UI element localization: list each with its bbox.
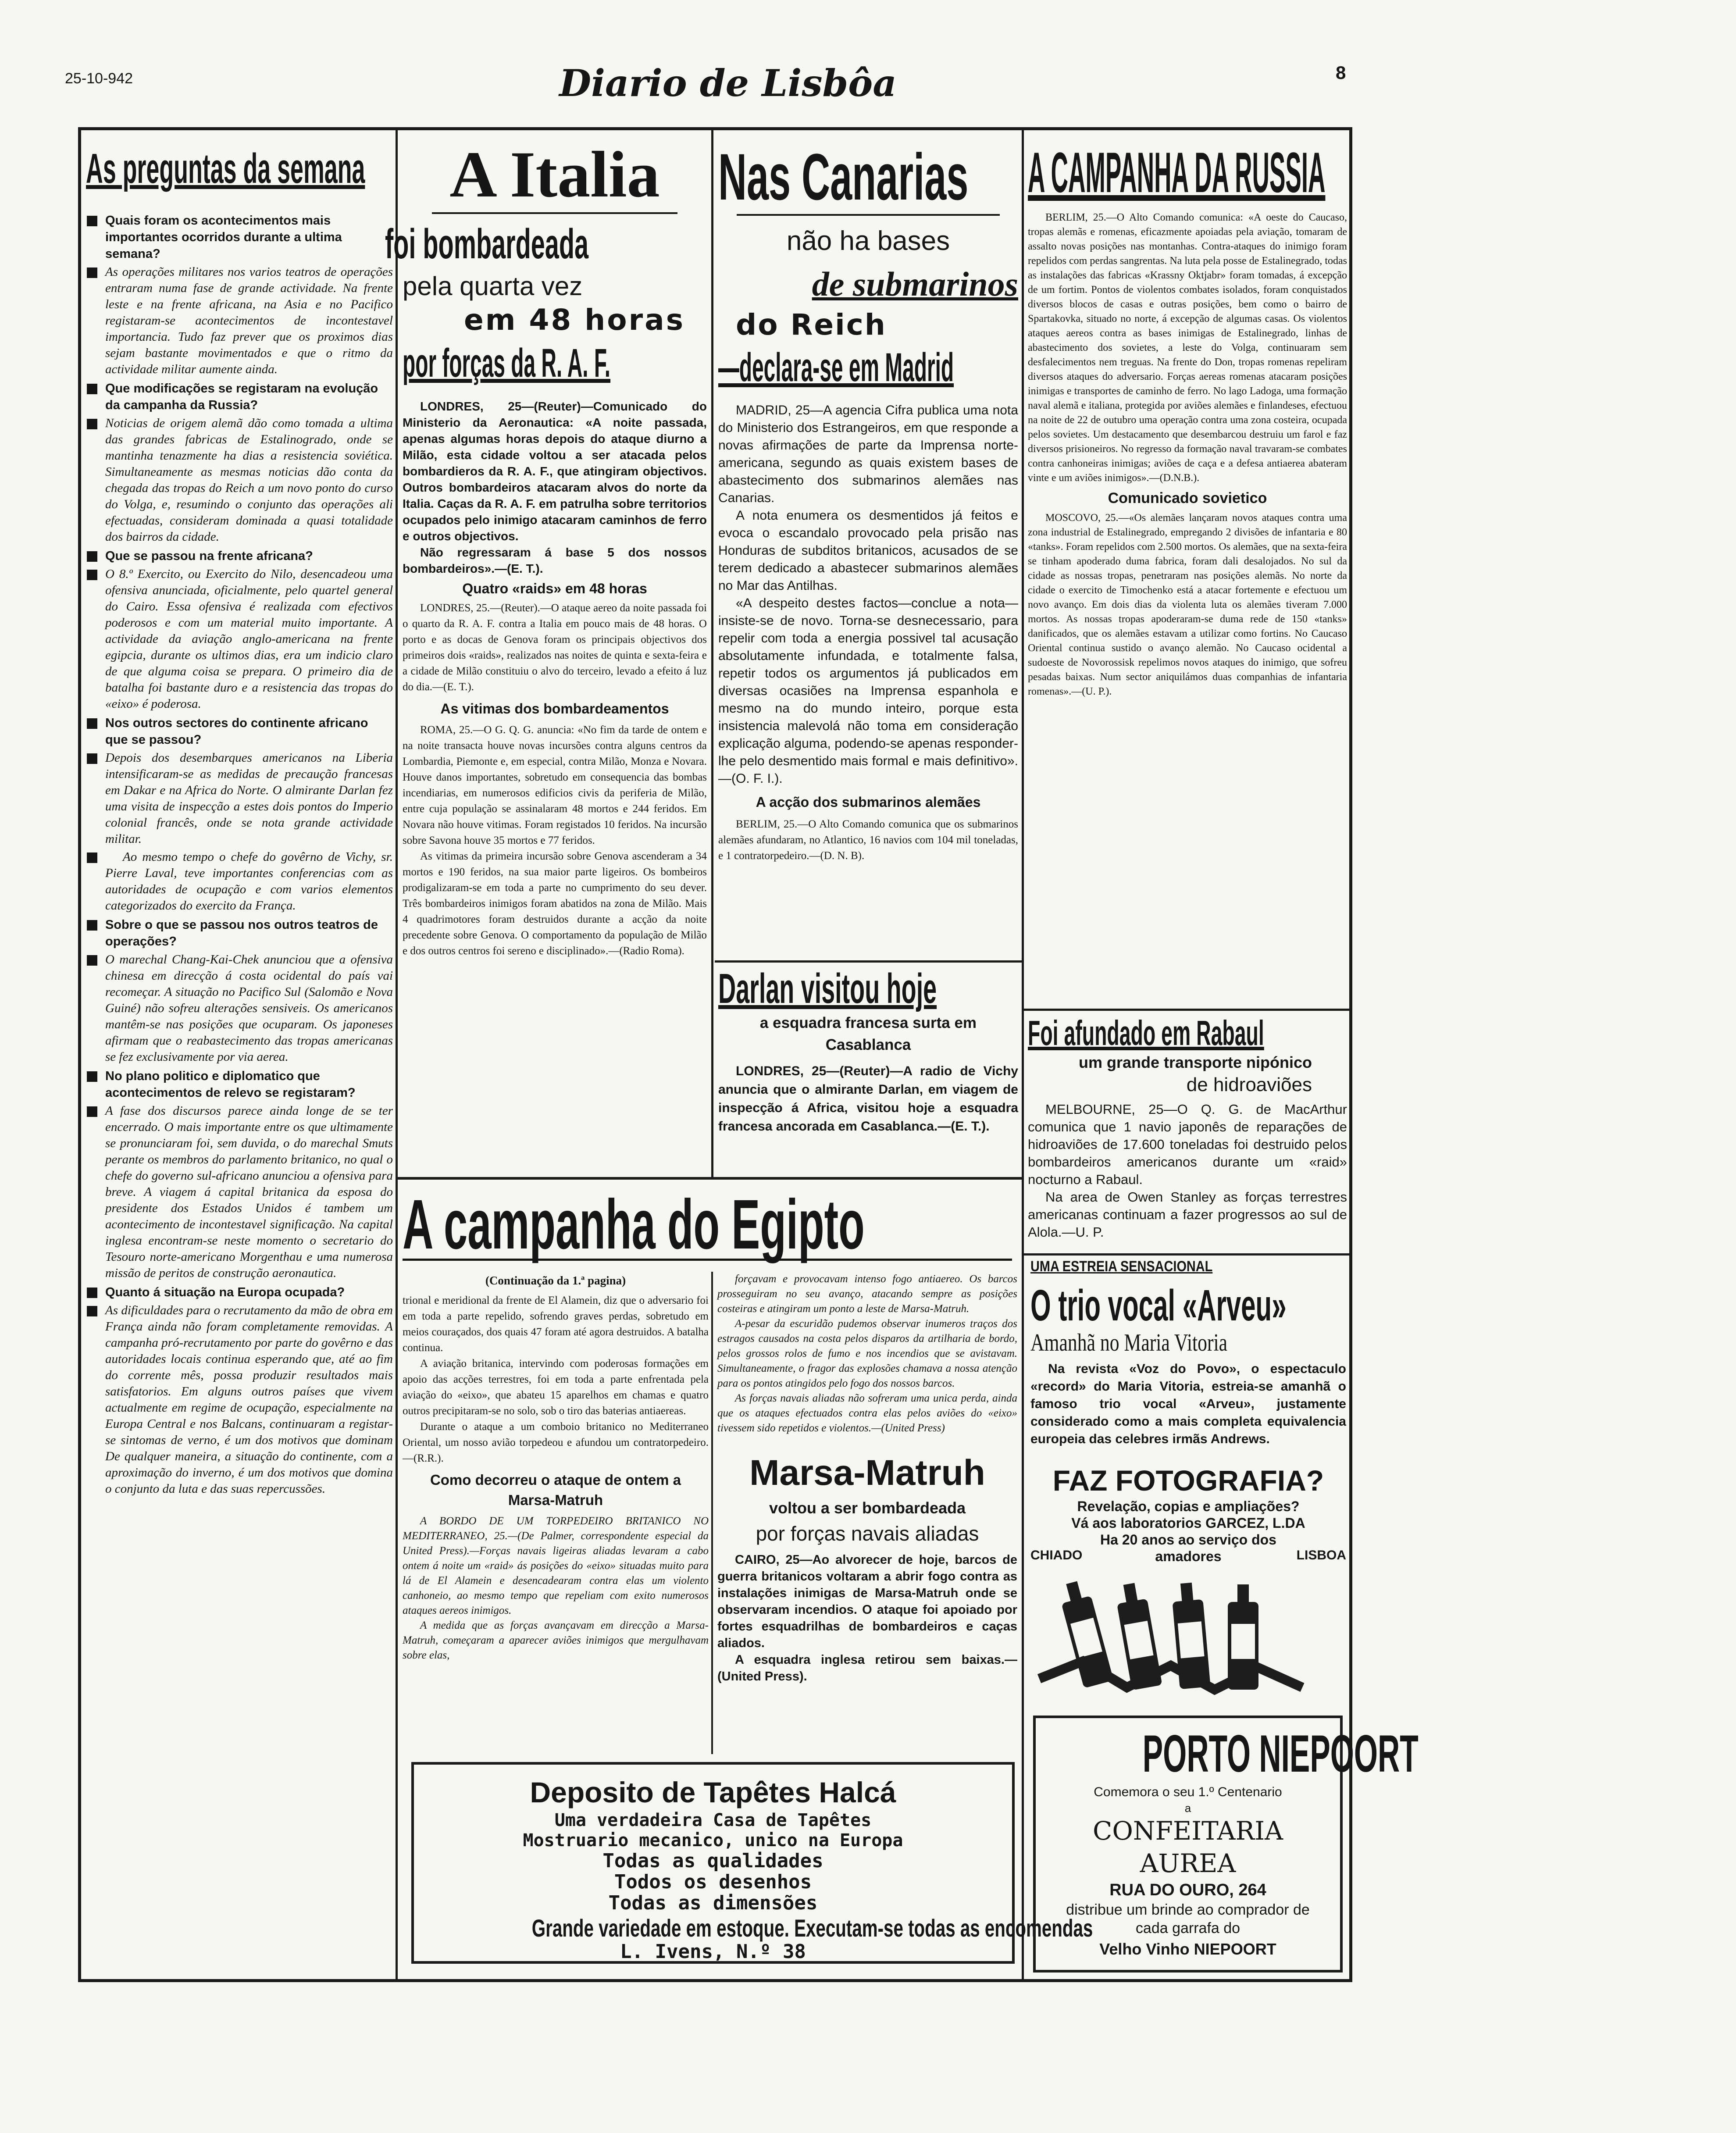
egipto-paragraph-2: A aviação britanica, intervindo com poderosas formações em apoio das acções terrestres, foi em toda a parte enfrentada pela aviação do «eixo», que abateu 15 aparelhos em chamas e quatro outros precipitaram-se no solo, sob o tiro das baterias antiaereas. bbox=[403, 1358, 709, 1417]
canarias-headline-3: de submarinos bbox=[812, 265, 1018, 303]
italia-lead-2: Não regressaram á base 5 dos nossos bombardeiros».—(E. T.). bbox=[403, 546, 707, 575]
answer: As dificuldades para o recrutamento da mão de obra em França ainda não foram completamente removidas. A campanha pró-recrutamento por parte do govêrno e das autoridades locais continua esperando que, até ao fim do corrente mês, possa produzir resultados mais satisfatorios. Em alguns outros países que vivem actualmente em regime de ocupação, especialmente na Europa Central e nos Balcans, continuaram a registar-se sintomas de verno, é um dos motivos que dominam De qualquer maneira, a situação do continente, com a aproximação do inverno, é um dos motivos que domina o conjunto da luta e das suas repercussões. bbox=[86, 1302, 393, 1497]
preguntas-list bbox=[86, 212, 393, 1497]
porto-line-4: RUA DO OURO, 264 bbox=[1109, 1881, 1266, 1899]
foto-line-3: Ha 20 anos ao serviço dos amadores bbox=[1100, 1532, 1276, 1564]
porto-line-3: CONFEITARIA AUREA bbox=[1092, 1816, 1283, 1878]
halca-address: L. Ivens, N.º 38 bbox=[620, 1940, 806, 1963]
italia-headline-4: em 48 horas bbox=[463, 303, 685, 337]
darlan-paragraph: LONDRES, 25—(Reuter)—A radio de Vichy anuncia que o almirante Darlan, em viagem de inspecção á Africa, visitou hoje a esquadra francesa ancorada em Casablanca.—(E. T.). bbox=[718, 1064, 1018, 1134]
italia-headline: A Italia bbox=[449, 138, 660, 211]
canarias-paragraph-4: BERLIM, 25.—O Alto Comando comunica que os submarinos alemães afundaram, no Atlantico, 16 navios com 104 mil toneladas, e 1 contratorpedeiro.—(D. N. B). bbox=[718, 818, 1018, 862]
masthead-date: 25-10-942 bbox=[65, 70, 133, 87]
russia-paragraph-2: MOSCOVO, 25.—«Os alemães lançaram novos ataques contra uma zona industrial de Estalinegrado, empregando 2 divisões de infantaria e 80 «tanks». Foram repelidos com 2.500 mortos. Os alemães, que na sexta-feira se tinham apoderado duma fabrica, foram dali desalojados. No sul da cidade as nossas tropas, penetraram nas posições alemãs. No norte da cidade o exercito de Timochenko está a atacar fortemente e efectuou um novo avanço. Em dois dias da violenta luta os alemães tiveram 7.000 mortos. As nossas tropas apoderaram-se duma rede de 150 «tanks» danificados, que os alemães estavam a utilizar como fortins. No Caucaso Oriental continua sustido o avanço alemão. No Caucaso ocidental a sudoeste de Novorossisk repelimos novos ataques do inimigo, que sofreu pesadas baixas. Num sector aniquilámos duas companhias de infantaria romenas».—(U. P.). bbox=[1028, 512, 1347, 697]
answer: A fase dos discursos parece ainda longe de se ter encerrado. O mais importante entre os que ultimamente se pronunciaram foi, sem duvida, o do marechal Smuts perante os membros do parlamento britanico, no qual o chefe do governo sul-africano anunciou a ofensiva para breve. A viagem á capital britanica da esposa do presidente dos Estados Unidos é tambem um acontecimento de incontestavel significação. Na capital inglesa encontram-se neste momento o secretario do Tesouro norte-americano Morgenthau e uma numerosa missão de peritos de construção aeronautica. bbox=[86, 1103, 393, 1281]
italia-paragraph-2: ROMA, 25.—O G. Q. G. anuncia: «No fim da tarde de ontem e na noite transacta houve novas incursões contra alguns centros da Lombardia, Piemonte e, em especial, contra Milão, Monza e Novara. Houve danos importantes, sobretudo em consequencia das bombas incendiarias, em numerosos edificios civis da periferia de Milão, entre cuja população se assinalaram 48 mortos e 244 feridos. Em Novara não houve vitimas. Foram registados 10 feridos. Na incursão sobre Savona houve 35 mortos e 77 feridos. bbox=[403, 724, 707, 846]
darlan-article bbox=[718, 965, 1018, 1136]
italia-paragraph-1: LONDRES, 25.—(Reuter).—O ataque aereo da noite passada foi o quarto da R. A. F. contra a Italia em pouco mais de 48 horas. O porto e as docas de Genova foram os principais objectivos dos primeiros dois «raids», realizados nas noites de quinta e sexta-feira e a cidade de Milão constituiu o alvo do terceiro, levado a efeito á luz do dia.—(E. T.). bbox=[403, 602, 707, 693]
column-rule bbox=[711, 130, 713, 1178]
egipto-article bbox=[403, 1184, 1016, 1261]
halca-ad bbox=[411, 1762, 1093, 1964]
answer: O marechal Chang-Kai-Chek anunciou que a ofensiva chinesa em direcção á costa ocidental do país vai recomeçar. A situação no Pacifico Sul (Salomão e Nova Guiné) não sofreu alterações sensiveis. Os americanos mantêm-se nas posições que ocuparam. Os japoneses afirmam que o reabastecimento das tropas americanas se fez exclusivamente por via aerea. bbox=[86, 952, 393, 1065]
rabaul-article bbox=[1028, 1013, 1347, 1241]
trio-subhead: Amanhã no Maria Vitoria bbox=[1030, 1329, 1228, 1356]
egipto-paragraph-7: A-pesar da escuridão pudemos observar inumeros traços dos estragos causados na costa pelos disparos da artilharia de bordo, pelos grossos rolos de fumo e nos incendios que se avistavam. Simultaneamente, o fragor das explosões chamava a nossa atenção para os pontos atingidos pelo fogo dos nossos barcos. bbox=[717, 1318, 1017, 1389]
egipto-paragraph-3: Durante o ataque a um comboio britanico no Mediterraneo Oriental, um nosso avião torpedeou e afundou um contratorpedeiro.—(R.R.). bbox=[403, 1421, 709, 1464]
column-rule bbox=[711, 1272, 713, 1754]
italia-lead: LONDRES, 25—(Reuter)—Comunicado do Ministerio da Aeronautica: «A noite passada, apenas algumas horas depois do ataque diurno a Milão, esta cidade voltou a ser atacada pelos bombardieros da R. A. F., que atingiram objectivos. Outros bombardeiros atacaram alvos do norte da Italia. Caças da R. A. F. em patrulha sobre territorios ocupados pelo inimigo atacaram caminhos de ferro e outros objectivos. bbox=[403, 399, 707, 543]
question: Quais foram os acontecimentos mais importantes ocorridos durante a ultima semana? bbox=[86, 212, 393, 262]
canarias-subhead: A acção dos submarinos alemães bbox=[756, 794, 981, 810]
egipto-paragraph-4: A BORDO DE UM TORPEDEIRO BRITANICO NO MEDITERRANEO, 25.—(De Palmer, correspondente especial da United Press).—Forças navais ligeiras aliadas levaram a cabo ontem á noite um «raid» ás posições do «eixo» situadas muito para lá de El Alamein e desencadearam contra elas um violento canhoneio, ao mesmo tempo que repeliam com exito numerosos ataques aereos inimigos. bbox=[403, 1515, 709, 1616]
trio-ad bbox=[1030, 1257, 1346, 1448]
rabaul-paragraph-1: MELBOURNE, 25—O Q. G. de MacArthur comunica que 1 navio japonês de reparações de hidroaviões de 17.600 toneladas foi destruido pelos bombardeiros americanos durante um «raid» nocturno a Rabaul. bbox=[1028, 1102, 1347, 1187]
egipto-paragraph-6: forçavam e provocavam intenso fogo antiaereo. Os barcos prosseguiram no seu avanço, atacando sempre as posições costeiras e atingiram um ponto a leste de Marsa-Matruh. bbox=[717, 1273, 1017, 1315]
darlan-subhead: a esquadra francesa surta em Casablanca bbox=[759, 1014, 977, 1053]
canarias-headline-5: —declara-se em Madrid bbox=[718, 345, 954, 390]
halca-line-6: Todas as dimensões bbox=[608, 1892, 818, 1914]
column-rule bbox=[396, 130, 398, 1980]
egipto-col-left bbox=[403, 1272, 709, 1663]
russia-article bbox=[1028, 139, 1347, 699]
section-rule bbox=[397, 1177, 1023, 1180]
foto-location-left: CHIADO bbox=[1030, 1548, 1083, 1562]
porto-headline: PORTO NIEPOORT bbox=[1142, 1724, 1419, 1783]
canarias-paragraph-1: MADRID, 25—A agencia Cifra publica uma nota do Ministerio dos Estrangeiros, em que responde a novas afirmações de parte da Imprensa norte-americana, segundo as quais existem bases de abastecimento dos submarinos alemães nas Canarias. bbox=[718, 403, 1018, 505]
answer-continued: Ao mesmo tempo o chefe do govêrno de Vichy, sr. Pierre Laval, teve importantes conferencias com as autoridades de ocupação e com varios elementos categorizados do exercito da França. bbox=[86, 849, 393, 914]
marsa-headline: Marsa-Matruh bbox=[749, 1453, 985, 1493]
porto-line-5: distribue um brinde ao comprador de cada garrafa do bbox=[1066, 1901, 1310, 1937]
russia-subhead: Comunicado sovietico bbox=[1108, 490, 1267, 506]
marsa-subhead-2: por forças navais aliadas bbox=[756, 1522, 979, 1545]
preguntas-section bbox=[86, 145, 393, 1497]
masthead-title: Diario de Lisbôa bbox=[559, 61, 897, 105]
canarias-paragraph-3: «A despeito destes factos—conclue a nota—insiste-se de novo. Torna-se desnecessario, para repelir com toda a energia possivel tal acusação absolutamente infundada, e totalmente falsa, repetir todos os argumentos já publicados em diversas ocasiões na Imprensa espanhola e mesmo na do mundo inteiro, porque esta insistencia malevolá não toma em consideração explicação alguma, podendo-se apenas responder-lhe pelo desmentido mais formal e mais definitivo».—(O. F. I.). bbox=[718, 596, 1018, 786]
halca-line-5: Todos os desenhos bbox=[614, 1871, 812, 1893]
canarias-headline-2: não ha bases bbox=[786, 226, 950, 256]
question: Nos outros sectores do continente africano que se passou? bbox=[86, 715, 393, 748]
marsa-subhead: voltou a ser bombardeada bbox=[769, 1499, 966, 1517]
halca-line-7: Grande variedade em estoque. Executam-se todas as encomendas bbox=[531, 1914, 1093, 1942]
marsa-paragraph-2: A esquadra inglesa retirou sem baixas.—(United Press). bbox=[717, 1653, 1017, 1684]
italia-article bbox=[385, 138, 707, 959]
question: Que se passou na frente africana? bbox=[86, 548, 393, 564]
foto-headline: FAZ FOTOGRAFIA? bbox=[1052, 1464, 1324, 1497]
question: No plano politico e diplomatico que acontecimentos de relevo se registaram? bbox=[86, 1068, 393, 1101]
porto-line-1: Comemora o seu 1.º Centenario bbox=[1094, 1785, 1282, 1799]
egipto-continuation: (Continuação da 1.ª pagina) bbox=[485, 1274, 626, 1287]
egipto-headline: A campanha do Egipto bbox=[403, 1185, 865, 1263]
preguntas-title: As preguntas da semana bbox=[86, 145, 365, 192]
bottles-illustration bbox=[1030, 1569, 1346, 1696]
canarias-headline: Nas Canarias bbox=[718, 140, 969, 214]
porto-line-6: Velho Vinho NIEPOORT bbox=[1099, 1940, 1276, 1958]
porto-ad bbox=[1033, 1716, 1419, 1972]
halca-line-3: Mostruario mecanico, unico na Europa bbox=[523, 1830, 903, 1851]
rabaul-paragraph-2: Na area de Owen Stanley as forças terrestres americanas continuam a fazer progressos ao sul de Alola.—U. P. bbox=[1028, 1189, 1347, 1240]
egipto-paragraph-8: As forças navais aliadas não sofreram uma unica perda, ainda que os ataques efectuados contra elas pelos aviões do «eixo» tivessem sido repetidos e violentos.—(United Press) bbox=[717, 1392, 1017, 1434]
answer: Depois dos desembarques americanos na Liberia intensificaram-se as medidas de precaução francesas em Dakar e na Africa do Norte. O almirante Darlan fez uma visita de inspecção a estes dois pontos do Imperio colonial francês, onde se nota grande actividade militar. bbox=[86, 750, 393, 847]
darlan-headline: Darlan visitou hoje bbox=[718, 965, 937, 1012]
porto-line-2: a bbox=[1184, 1801, 1191, 1815]
marsa-paragraph-1: CAIRO, 25—Ao alvorecer de hoje, barcos de guerra britanicos voltaram a abrir fogo contra as instalações inimigas de Marsa-Matruh onde se observaram incendios. O ataque foi apoiado por fortes esquadrilhas de bombardeiros e caças aliados. bbox=[717, 1553, 1017, 1650]
italia-headline-5: por forças da R. A. F. bbox=[403, 341, 611, 385]
halca-line-2: Uma verdadeira Casa de Tapêtes bbox=[554, 1810, 872, 1830]
question: Quanto á situação na Europa ocupada? bbox=[86, 1284, 393, 1301]
column-rule bbox=[1022, 130, 1024, 1980]
trio-text: Na revista «Voz do Povo», o espectaculo «record» do Maria Vitoria, estreia-se amanhã o famoso trio vocal «Arveu», justamente considerado como a mais completa equivalencia europeia das celebres irmãs Andrews. bbox=[1030, 1362, 1346, 1446]
section-rule bbox=[715, 960, 1022, 963]
italia-subhead-1: Quatro «raids» em 48 horas bbox=[462, 581, 647, 596]
egipto-col-right bbox=[717, 1272, 1017, 1685]
halca-title: Deposito de Tapêtes Halcá bbox=[530, 1776, 896, 1808]
halca-line-4: Todas as qualidades bbox=[602, 1850, 823, 1872]
italia-headline-2: foi bombardeada bbox=[385, 221, 589, 268]
section-rule bbox=[1023, 1253, 1352, 1256]
canarias-article bbox=[718, 139, 1018, 864]
question: Sobre o que se passou nos outros teatros de operações? bbox=[86, 917, 393, 950]
estreia-label: UMA ESTREIA SENSACIONAL bbox=[1030, 1258, 1213, 1275]
foto-line-1: Revelação, copias e ampliações? bbox=[1077, 1498, 1300, 1514]
russia-headline: A CAMPANHA DA RUSSIA bbox=[1028, 140, 1326, 204]
foto-ad bbox=[1030, 1463, 1346, 1696]
canarias-headline-4: do Reich bbox=[736, 308, 887, 342]
russia-paragraph-1: BERLIM, 25.—O Alto Comando comunica: «A oeste do Caucaso, tropas alemãs e romenas, eficazmente apoiadas pela aviação, tomaram de assalto novas posições nas montanhas. Contra-ataques do inimigo foram repelidos com perdas sangrentas. Na luta pela posse de Estalinegrado, todas as instalações das fabricas «Krassny Oktjabr» foram tomadas, á excepção de um fortim. Pontos de violentos combates isolados, foram conquistados diversos blocos de casas e outras posições, bem como o bairro de Spartakovka, situado no norte, á excepção de algumas casas. Os violentos ataques aereos contra as bases inimigas de Estalinegrado, linhas de abastecimento dos sovietes, a leste do Volga, continuaram sem desfalecimentos nem treguas. Na frente do Don, tropas romenas repeliram diversos ataques do adversario. Forças aereas romenas atacaram posições inimigas e transportes de caminho de ferro. No lago Ladoga, uma formação naval alemã e italiana, protegida por aviões alemães e finlandeses, efectuou na noite de 22 de outubro uma operação contra uma zona costeira, ocupada pelos sovietes. Um destacamento que desembarcou destruiu um farol e faz diversos prisioneiros. No regresso da formação naval travaram-se combates contra canhoneiras inimigas; aviões de caça e a defesa antiaerea abateram vinte e um aviões inimigos».—(D.N.B.). bbox=[1028, 212, 1347, 484]
egipto-paragraph-1: trional e meridional da frente de El Alamein, diz que o adversario foi em toda a parte repelido, sofrendo graves perdas, sobretudo em meios couraçados, dos quais 47 foram até agora destruidos. A batalha continua. bbox=[403, 1295, 709, 1354]
egipto-paragraph-5: A medida que as forças avançavam em direcção a Marsa-Matruh, começaram a aparecer aviões inimigos que mergulhavam sobre elas, bbox=[403, 1619, 709, 1661]
rabaul-subhead: um grande transporte nipónico bbox=[1078, 1053, 1312, 1071]
italia-paragraph-3: As vitimas da primeira incursão sobre Genova ascenderam a 34 mortos e 190 feridos, na sua maior parte ligeiros. Os bombeiros prodigalizaram-se em toda a parte no cumprimento do seu dever. Três bombardeiros inimigos foram abatidos na zona de Milão. Mais 4 quadrimotores foram destruidos durante a acção da noite precedente sobre Genova. O comportamento da população de Milão e dos outros centros foi sereno e disciplinado».—(Radio Roma). bbox=[403, 850, 707, 957]
egipto-subhead: Como decorreu o ataque de ontem a Marsa-Matruh bbox=[430, 1472, 681, 1508]
foto-location-right: LISBOA bbox=[1296, 1548, 1346, 1562]
answer: Noticias de origem alemã dão como tomada a ultima das grandes fabricas de Estalinogrado, onde se mantinha tenazmente ha dias a resistencia soviética. Simultaneamente as mesmas noticias dão conta da chegada das tropas do Reich a um novo ponto do curso do Volga, e, resumindo o conjunto das operações ali efectuadas, consideram dominada a quasi totalidade dos bairros da cidade. bbox=[86, 415, 393, 545]
foto-line-2: Vá aos laboratorios GARCEZ, L.DA bbox=[1071, 1515, 1305, 1531]
answer: As operações militares nos varios teatros de operações entraram numa fase de grande actividade. Na frente leste e na frente africana, na Asia e no Pacifico registaram-se acontecimentos de incontestavel importancia. Tudo faz prever que os proximos dias sejam bastante movimentados e que o ritmo da actividade militar aumente ainda. bbox=[86, 264, 393, 378]
rabaul-subhead-2: de hidroaviões bbox=[1186, 1074, 1312, 1095]
canarias-paragraph-2: A nota enumera os desmentidos já feitos e evoca o escandalo provocado pela prisão nas Honduras de subditos britanicos, acusados de se terem dedicado a abastecer submarinos alemães no Mar das Antilhas. bbox=[718, 508, 1018, 593]
italia-subhead-2: As vitimas dos bombardeamentos bbox=[440, 701, 669, 717]
trio-headline: O trio vocal «Arveu» bbox=[1030, 1281, 1287, 1330]
page-number: 8 bbox=[1336, 62, 1346, 83]
section-rule bbox=[1023, 1009, 1352, 1011]
italia-headline-3: pela quarta vez bbox=[403, 271, 583, 301]
rabaul-headline: Foi afundado em Rabaul bbox=[1028, 1013, 1264, 1052]
question: Que modificações se registaram na evolução da campanha da Russia? bbox=[86, 380, 393, 414]
answer: O 8.º Exercito, ou Exercito do Nilo, desencadeou uma ofensiva anunciada, oficialmente, pelo quartel general do Cairo. Essa ofensiva é realizada com efectivos poderosos e com um material muito importante. A actividade da aviação anglo-americana na frente egipcia, durante os ultimos dias, era um indicio claro de que alguma coisa se prepara. O primeiro dia de batalha foi bastante duro e a resistencia das tropas do «eixo» é poderosa. bbox=[86, 566, 393, 712]
